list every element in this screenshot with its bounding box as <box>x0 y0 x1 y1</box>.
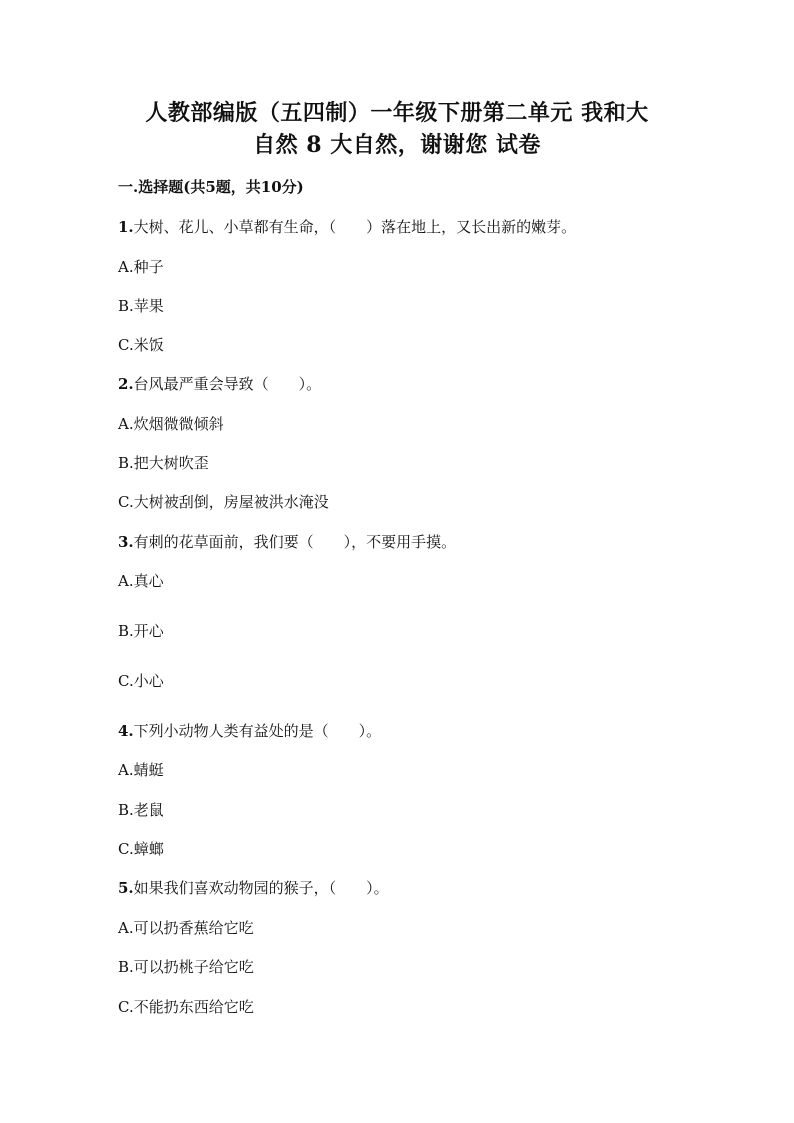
question-number: 2. <box>118 375 134 393</box>
section-header: 一.选择题(共5题，共10分) <box>118 178 304 196</box>
question-text: 大树、花儿、小草都有生命，（ ）落在地上，又长出新的嫩芽。 <box>133 218 577 236</box>
question-1 <box>118 216 576 238</box>
question-4-option-b: B.老鼠 <box>118 801 164 819</box>
question-4 <box>118 720 381 742</box>
question-5-option-c: C.不能扔东西给它吃 <box>118 998 254 1016</box>
question-2-option-b: B.把大树吹歪 <box>118 454 209 472</box>
page-title-line-2: 自然 8 大自然，谢谢您 试卷 <box>253 132 541 158</box>
question-1-option-b: B.苹果 <box>118 297 164 315</box>
question-number: 3. <box>118 533 134 551</box>
question-5-option-b: B.可以扔桃子给它吃 <box>118 958 254 976</box>
question-3 <box>118 531 456 553</box>
question-number: 5. <box>118 879 134 897</box>
question-3-option-b: B.开心 <box>118 622 164 640</box>
question-1-option-a: A.种子 <box>118 258 164 276</box>
question-4-option-c: C.蟑螂 <box>118 840 164 858</box>
question-text: 台风最严重会导致（ ）。 <box>133 375 322 393</box>
question-1-option-c: C.米饭 <box>118 336 164 354</box>
question-4-option-a: A.蜻蜓 <box>118 761 164 779</box>
question-2-option-c: C.大树被刮倒，房屋被洪水淹没 <box>118 493 329 511</box>
question-text: 如果我们喜欢动物园的猴子，（ ）。 <box>133 879 389 897</box>
question-text: 下列小动物人类有益处的是（ ）。 <box>133 722 382 740</box>
page-title-line-1: 人教部编版（五四制）一年级下册第二单元 我和大 <box>145 100 649 126</box>
question-3-option-c: C.小心 <box>118 672 164 690</box>
question-text: 有刺的花草面前，我们要（ ），不要用手摸。 <box>133 533 457 551</box>
question-number: 4. <box>118 722 134 740</box>
question-2-option-a: A.炊烟微微倾斜 <box>118 415 224 433</box>
question-5-option-a: A.可以扔香蕉给它吃 <box>118 919 254 937</box>
question-5 <box>118 877 389 899</box>
question-3-option-a: A.真心 <box>118 572 164 590</box>
question-2 <box>118 373 321 395</box>
question-number: 1. <box>118 218 134 236</box>
